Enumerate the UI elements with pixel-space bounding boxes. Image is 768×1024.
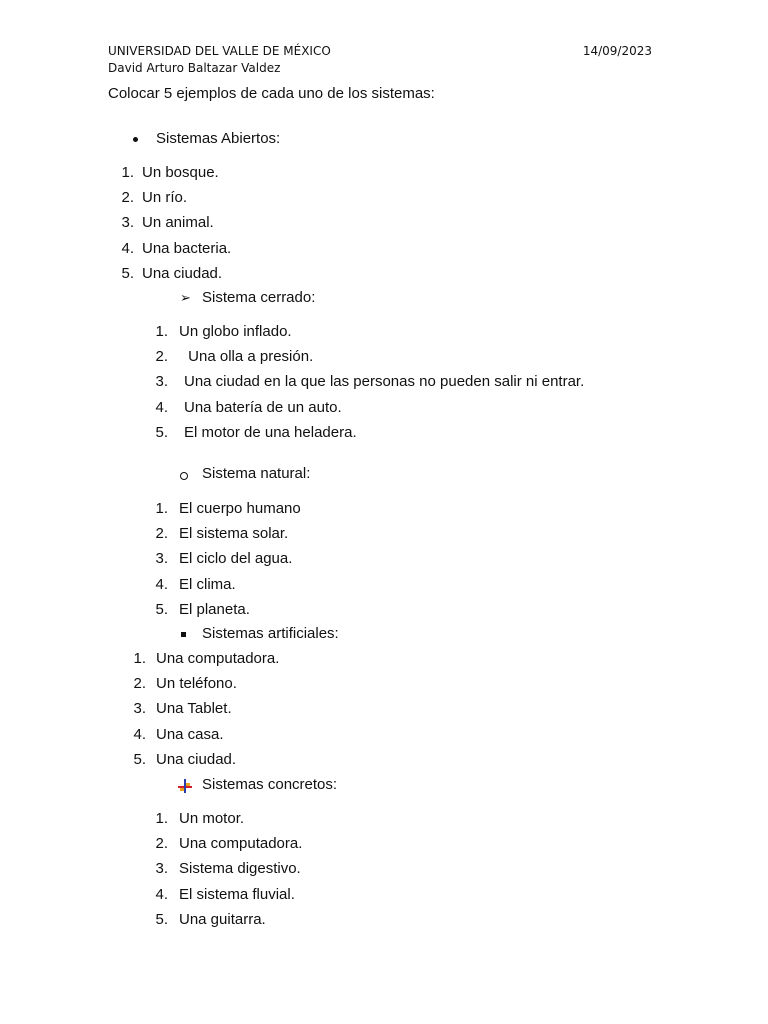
list-item	[0, 884, 768, 909]
list-item-number: 1.	[133, 650, 146, 667]
list-item-number: 2.	[155, 525, 168, 543]
list-item	[0, 574, 768, 599]
list-item	[0, 909, 768, 934]
list-item-number: 4.	[121, 239, 134, 257]
list-item	[0, 673, 768, 698]
list-item	[0, 321, 768, 346]
list-item	[0, 162, 768, 187]
list-item-number: 5.	[155, 600, 168, 618]
list-item-number: 3.	[155, 550, 168, 568]
list-item	[0, 346, 768, 371]
list-item-text: Un animal.	[142, 214, 214, 232]
list-artificiales	[0, 648, 768, 774]
list-item	[0, 371, 768, 396]
list-item-number: 2.	[133, 675, 146, 693]
list-item-number: 1.	[155, 810, 168, 827]
list-item-text: El cuerpo humano	[179, 500, 301, 517]
list-item-number: 4.	[155, 398, 168, 416]
list-item-number: 5.	[155, 910, 168, 928]
list-item	[0, 833, 768, 858]
list-item-number: 2.	[155, 835, 168, 853]
filled-dot-bullet-icon	[133, 137, 138, 142]
list-item-text: Una computadora.	[156, 650, 280, 667]
header-author: David Arturo Baltazar Valdez	[108, 61, 281, 75]
list-item-number: 4.	[133, 725, 146, 743]
list-item-number: 3.	[121, 214, 134, 232]
list-item	[0, 498, 768, 523]
list-item-text: Una ciudad en la que las personas no pueden salir ni entrar.	[184, 373, 585, 391]
list-item-text: Una olla a presión.	[184, 348, 314, 366]
flag-bullet-icon	[178, 778, 192, 792]
list-item-text: El planeta.	[179, 600, 250, 618]
list-item	[0, 397, 768, 422]
list-item	[0, 749, 768, 774]
hollow-circle-bullet-icon	[180, 472, 188, 480]
instruction-text: Colocar 5 ejemplos de cada uno de los sistemas:	[108, 85, 435, 102]
list-item-text: Un teléfono.	[156, 675, 237, 693]
list-item-number: 3.	[155, 373, 168, 391]
list-item-text: El clima.	[179, 575, 236, 593]
list-item	[0, 238, 768, 263]
list-item	[0, 858, 768, 883]
list-item-text: Una computadora.	[179, 835, 303, 853]
list-concretos	[0, 808, 768, 934]
list-item-number: 5.	[133, 750, 146, 768]
list-item-text: Una guitarra.	[179, 910, 266, 928]
list-item-text: Una bacteria.	[142, 239, 232, 257]
list-item	[0, 724, 768, 749]
list-item-text: Un motor.	[179, 810, 245, 827]
list-item-text: Una casa.	[156, 725, 224, 743]
list-item-number: 5.	[155, 423, 168, 441]
list-item	[0, 599, 768, 624]
list-item	[0, 523, 768, 548]
list-item-number: 4.	[155, 575, 168, 593]
list-item-number: 1.	[121, 164, 134, 181]
list-item-number: 1.	[155, 500, 168, 517]
list-item-text: Una ciudad.	[142, 264, 223, 282]
list-item-number: 3.	[155, 860, 168, 878]
list-item	[0, 212, 768, 237]
list-item-text: Una ciudad.	[156, 750, 237, 768]
list-abiertos	[0, 162, 768, 288]
list-item-number: 1.	[155, 323, 168, 340]
list-item-text: Un bosque.	[142, 164, 219, 181]
section-heading-abiertos: Sistemas Abiertos:	[0, 128, 768, 150]
list-item	[0, 187, 768, 212]
list-item-number: 2.	[155, 348, 168, 366]
list-item-text: El sistema solar.	[179, 525, 289, 543]
section-heading-concretos: Sistemas concretos:	[0, 774, 768, 796]
header-date: 14/09/2023	[582, 44, 652, 58]
list-item	[0, 698, 768, 723]
list-item-text: Un río.	[142, 189, 188, 207]
list-natural	[0, 498, 768, 624]
section-heading-natural: Sistema natural:	[0, 463, 768, 485]
section-heading-artificiales: Sistemas artificiales:	[0, 623, 768, 645]
list-item-number: 2.	[121, 189, 134, 207]
list-cerrado	[0, 321, 768, 447]
section-heading-cerrado: ➢ Sistema cerrado:	[0, 287, 768, 309]
list-item-number: 4.	[155, 885, 168, 903]
list-item-text: Sistema digestivo.	[179, 860, 301, 878]
list-item-text: El ciclo del agua.	[179, 550, 293, 568]
list-item	[0, 548, 768, 573]
list-item-text: Una Tablet.	[156, 700, 232, 718]
list-item-text: El motor de una heladera.	[184, 423, 357, 441]
list-item-text: Una batería de un auto.	[184, 398, 342, 416]
list-item-number: 5.	[121, 264, 134, 282]
list-item-text: El sistema fluvial.	[179, 885, 295, 903]
arrow-bullet-icon: ➢	[180, 290, 191, 305]
list-item-text: Un globo inflado.	[179, 323, 292, 340]
list-item	[0, 422, 768, 447]
square-bullet-icon	[181, 632, 186, 637]
list-item	[0, 808, 768, 833]
list-item-number: 3.	[133, 700, 146, 718]
header-university: UNIVERSIDAD DEL VALLE DE MÉXICO	[108, 44, 331, 58]
list-item	[0, 648, 768, 673]
list-item	[0, 263, 768, 288]
